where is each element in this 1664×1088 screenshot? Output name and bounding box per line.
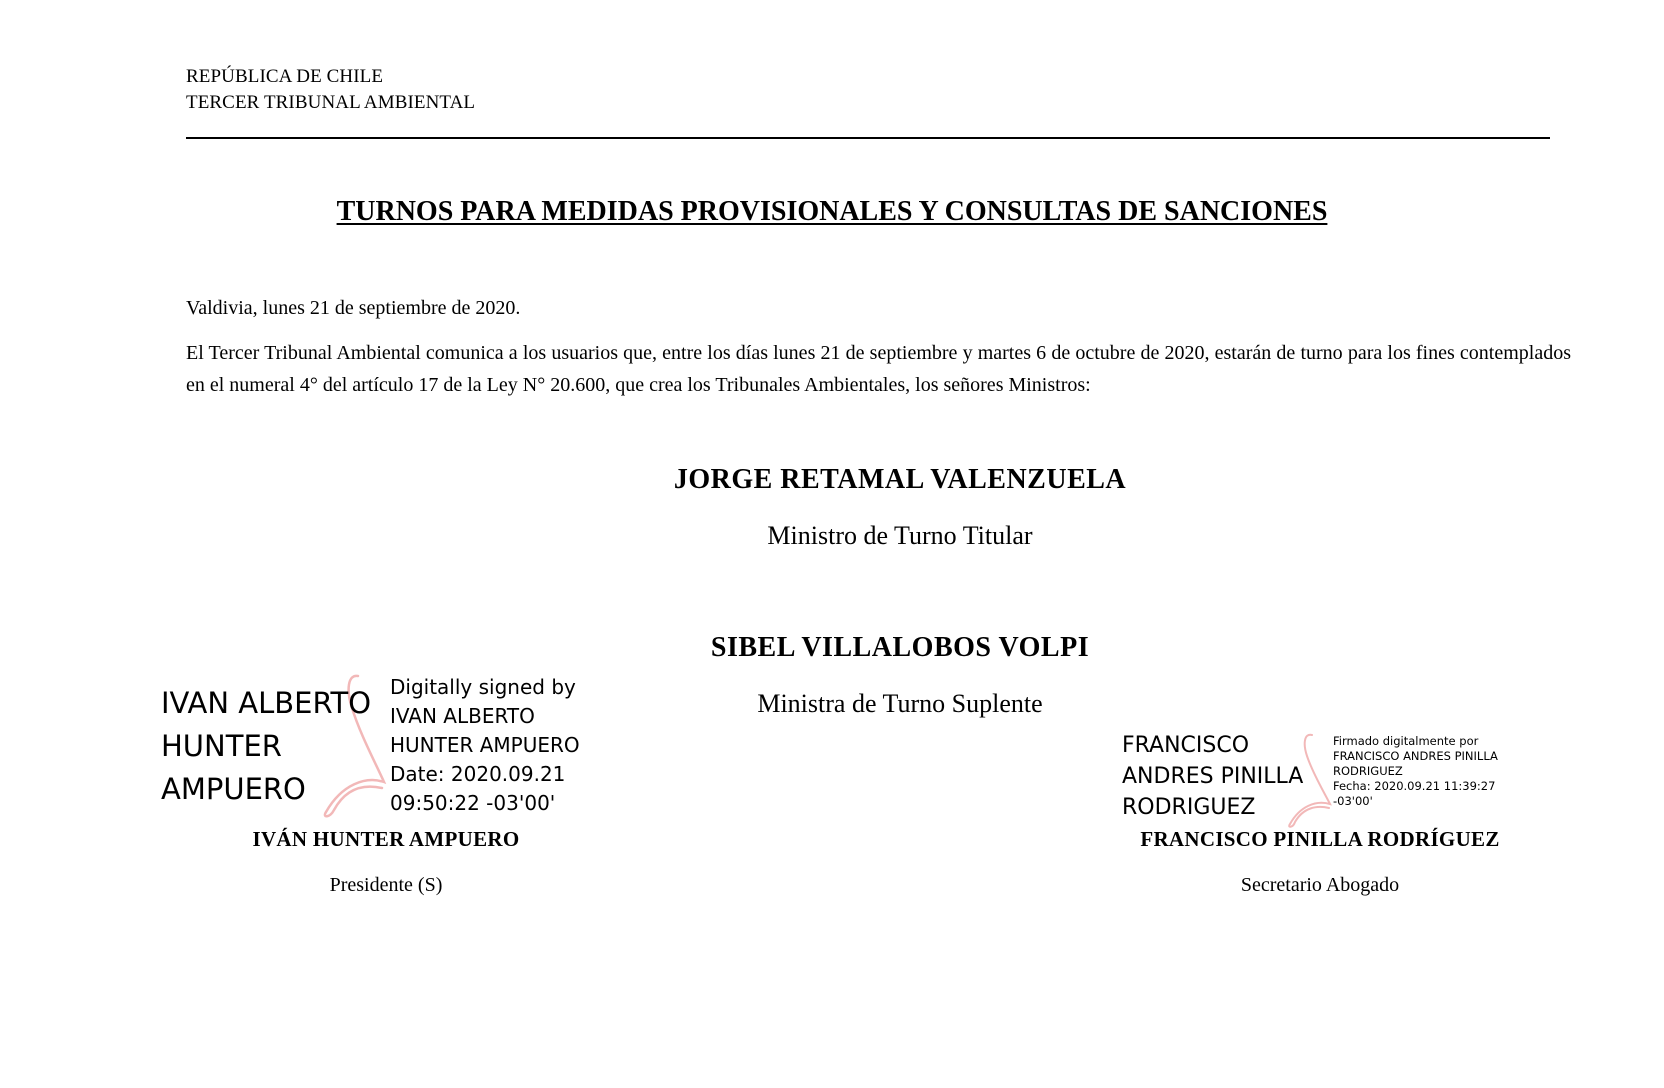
signature-left-meta-line: HUNTER AMPUERO [390,733,580,757]
signer-right-name: FRANCISCO PINILLA RODRÍGUEZ [1140,827,1500,851]
signature-left-meta-line: IVAN ALBERTO [390,704,535,728]
header-divider [186,137,1550,139]
signer-right-role: Secretario Abogado [1240,874,1400,896]
signature-right-meta-line: -03'00' [1333,794,1373,808]
signature-left-meta-line: Digitally signed by [390,675,576,699]
signature-left-name-line: HUNTER [161,729,282,763]
signature-right-meta-line: Firmado digitalmente por [1333,734,1479,748]
minister-name-suplente: SIBEL VILLALOBOS VOLPI [710,632,1090,663]
signature-left-meta-line: Date: 2020.09.21 [390,762,566,786]
document-title: TURNOS PARA MEDIDAS PROVISIONALES Y CONSULTAS DE SANCIONES [336,196,1328,227]
header-republica: REPÚBLICA DE CHILE [186,66,384,87]
signature-right-name-line: RODRIGUEZ [1122,795,1256,820]
signature-right-meta-line: FRANCISCO ANDRES PINILLA [1333,749,1498,763]
minister-role-suplente: Ministra de Turno Suplente [757,689,1043,718]
header-tribunal: TERCER TRIBUNAL AMBIENTAL [186,92,476,113]
signature-right-meta-line: RODRIGUEZ [1333,764,1403,778]
signature-right-name-line: ANDRES PINILLA [1122,764,1304,789]
signature-right-meta-line: Fecha: 2020.09.21 11:39:27 [1333,779,1496,793]
minister-role-titular: Ministro de Turno Titular [767,521,1033,550]
signature-left-name-line: IVAN ALBERTO [161,686,372,720]
signer-left-name: IVÁN HUNTER AMPUERO [252,827,520,851]
signature-left-name [161,682,371,811]
signature-left-name-line: AMPUERO [161,772,306,806]
signer-left-role: Presidente (S) [329,874,443,896]
minister-name-titular: JORGE RETAMAL VALENZUELA [673,464,1127,495]
signature-left-meta [390,673,580,818]
announcement-paragraph: El Tercer Tribunal Ambiental comunica a los usuarios que, entre los días lunes 21 de septiembre y martes 6 de octubre de 2020, estarán de turno para los fines contemplados en el numeral 4° del artículo 17 de la Ley N° 20.600, que crea los Tribunales Ambientales, los señores Ministros: [186,342,1571,396]
date-line: Valdivia, lunes 21 de septiembre de 2020. [186,297,521,319]
signature-right-name [1122,730,1303,823]
signature-right-name-line: FRANCISCO [1122,733,1250,758]
signature-left-meta-line: 09:50:22 -03'00' [390,791,556,815]
signature-right-meta [1333,734,1498,809]
